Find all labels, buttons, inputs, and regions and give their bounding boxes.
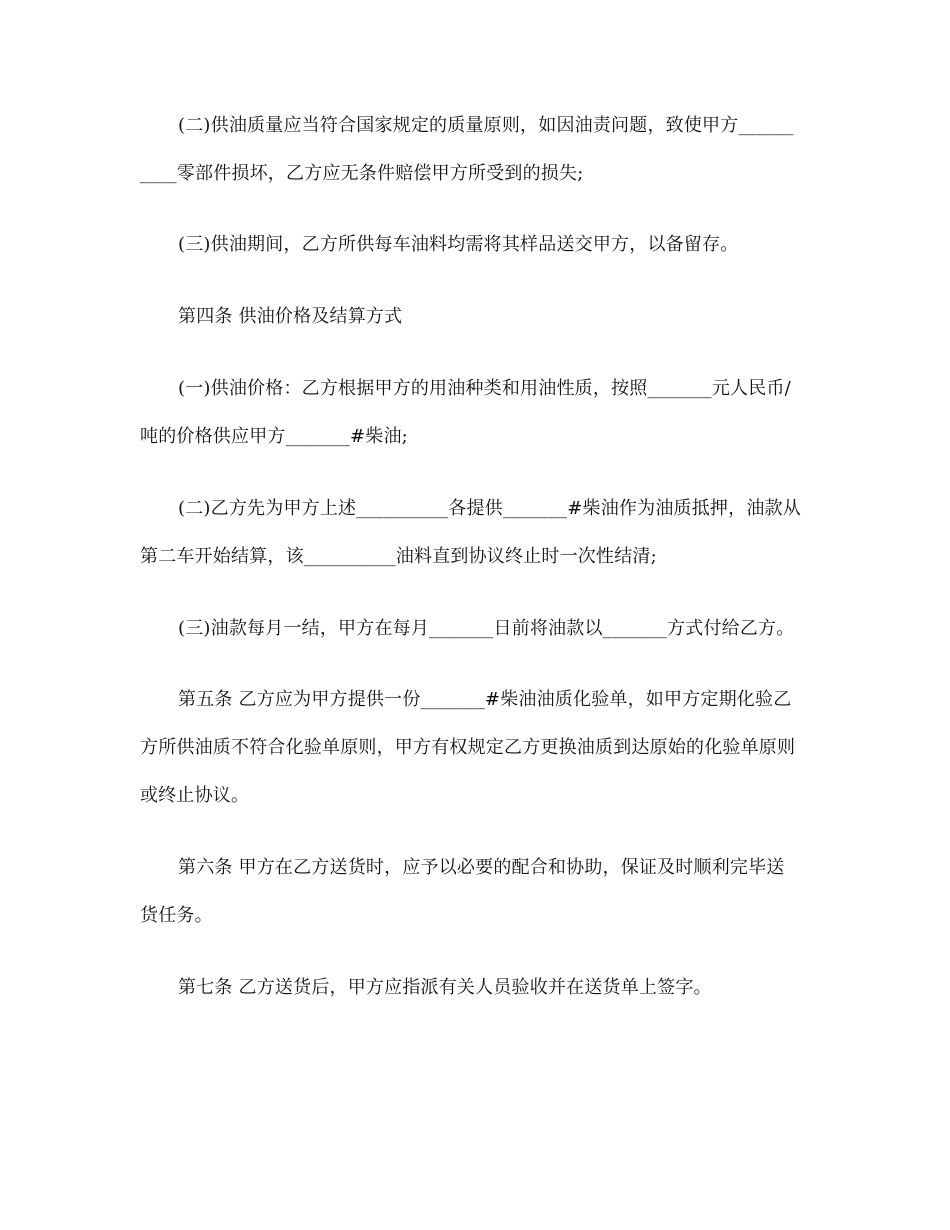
article-4-heading: 第四条 供油价格及结算方式 [178,306,403,327]
clause-4-2-line-1: (二)乙方先为甲方上述__________各提供_______#柴油作为油质抵押，油款从 [178,498,801,519]
clause-4-2-line-2: 第二车开始结算，该__________油料直到协议终止时一次性结清; [140,546,657,567]
clause-4-1-line-1: (一)供油价格：乙方根据甲方的用油种类和用油性质，按照_______元人民币/ [178,378,791,399]
clause-4-3: (三)油款每月一结，甲方在每月_______日前将油款以_______方式付给乙方。 [178,618,795,639]
article-5-line-1: 第五条 乙方应为甲方提供一份_______#柴油油质化验单，如甲方定期化验乙 [178,689,792,710]
article-6-line-1: 第六条 甲方在乙方送货时，应予以必要的配合和协助，保证及时顺利完毕送 [178,857,785,878]
article-6-line-2: 货任务。 [140,905,213,926]
clause-2-3: (三)供油期间，乙方所供每车油料均需将其样品送交甲方，以备留存。 [178,234,739,255]
article-5-line-2: 方所供油质不符合化验单原则，甲方有权规定乙方更换油质到达原始的化验单原则 [140,737,796,758]
clause-4-1-line-2: 吨的价格供应甲方_______#柴油; [140,426,408,447]
article-7: 第七条 乙方送货后，甲方应指派有关人员验收并在送货单上签字。 [178,977,712,998]
clause-2-2-line-2: ____零部件损坏，乙方应无条件赔偿甲方所受到的损失; [140,163,584,184]
article-5-line-3: 或终止协议。 [140,785,250,806]
clause-2-2-line-1: (二)供油质量应当符合国家规定的质量原则，如因油责问题，致使甲方______ [178,115,794,136]
